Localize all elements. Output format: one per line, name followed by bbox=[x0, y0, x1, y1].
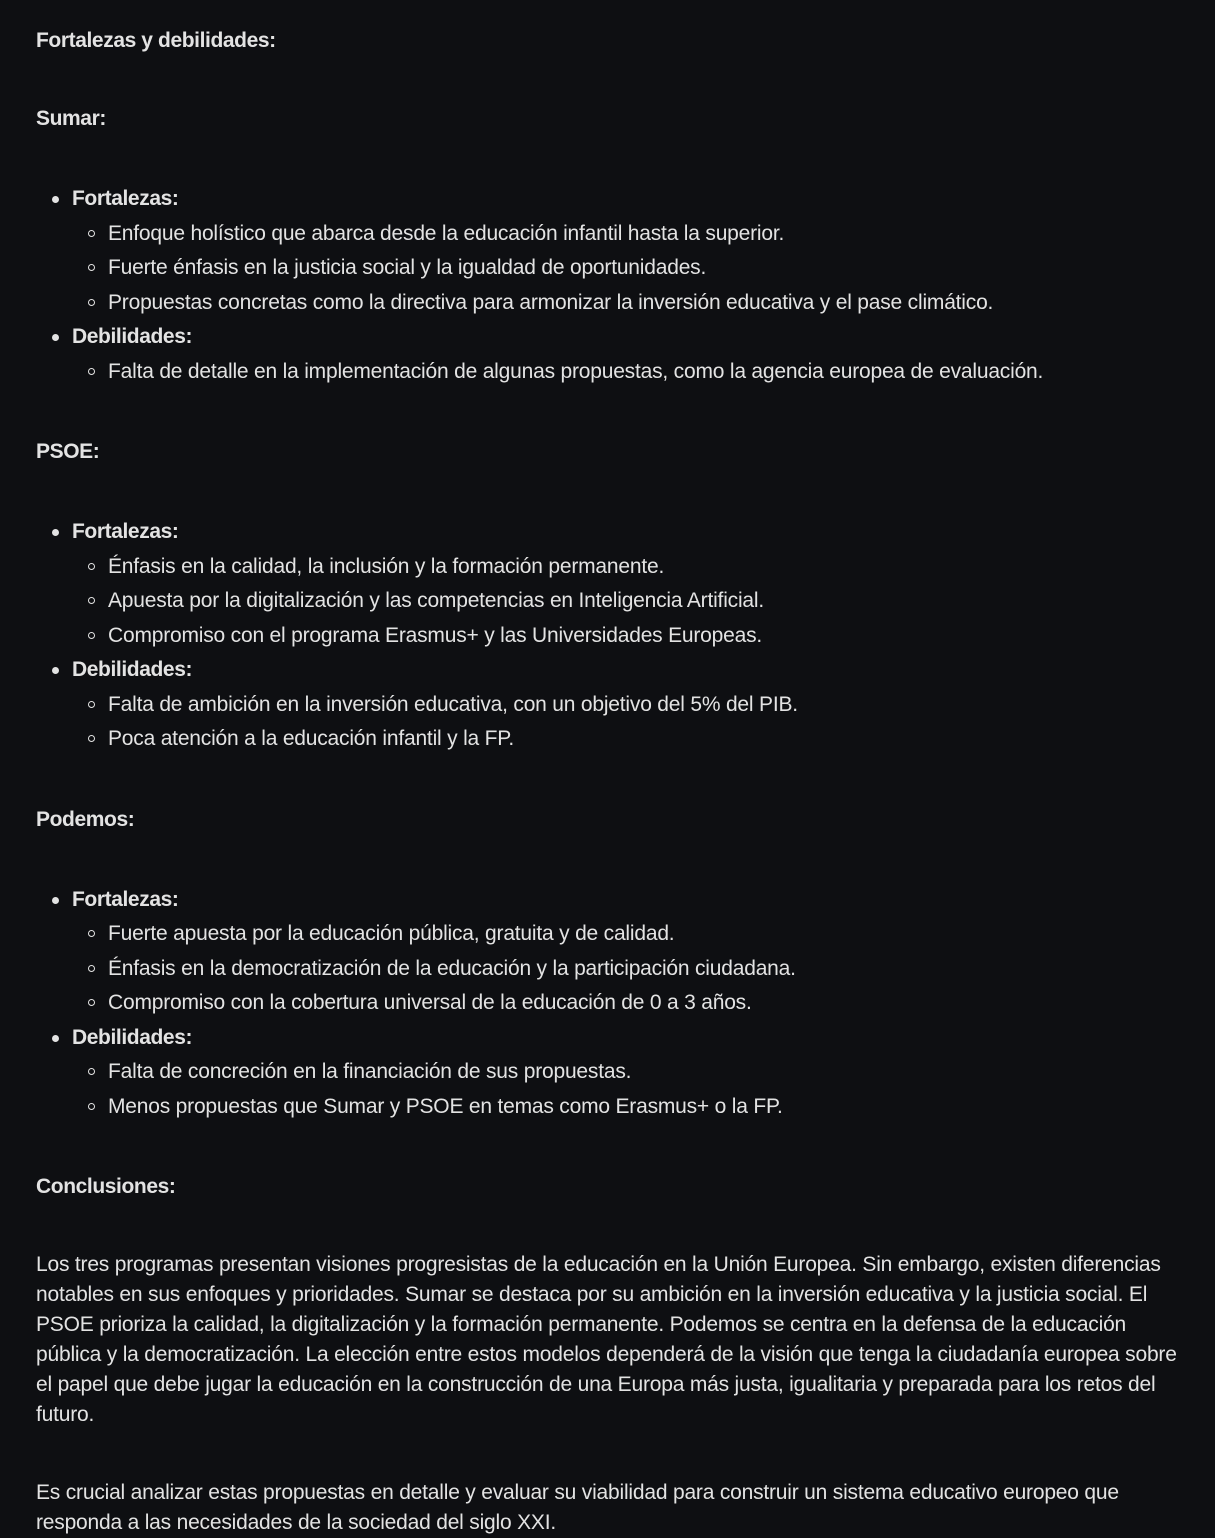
main-heading: Fortalezas y debilidades: bbox=[36, 29, 276, 52]
conclusion-paragraph: Los tres programas presentan visiones progresistas de la educación en la Unión Europea. Sin embargo, existen diferencias notables en sus enfoques y prioridades. Sumar se destaca por su ambición en la inversión educativa y la justicia social. El PSOE prioriza la calidad, la digitalización y la formación permanente. Podemos se centra en la defensa de la educación pública y la democratización. La elección entre estos modelos dependerá de la visión que tenga la ciudadanía europea sobre el papel que debe jugar la educación en la construcción de una Europa más justa, igualitaria y preparada para los retos del futuro. bbox=[36, 1253, 1177, 1426]
weaknesses-item bbox=[36, 653, 1179, 757]
strengths-item bbox=[36, 883, 1179, 1021]
weaknesses-item bbox=[36, 1021, 1179, 1125]
party-section-sumar bbox=[36, 104, 1179, 389]
weaknesses-label: Debilidades: bbox=[72, 1025, 193, 1049]
list-item: Poca atención a la educación infantil y la FP. bbox=[72, 722, 1179, 757]
list-item: Fuerte énfasis en la justicia social y la igualdad de oportunidades. bbox=[72, 251, 1179, 286]
weaknesses-list bbox=[72, 1055, 1179, 1124]
party-heading: Podemos: bbox=[36, 807, 135, 831]
conclusion-paragraph: Es crucial analizar estas propuestas en detalle y evaluar su viabilidad para construir un sistema educativo europeo que responda a las necesidades de la sociedad del siglo XXI. bbox=[36, 1481, 1119, 1534]
list-item: Propuestas concretas como la directiva para armonizar la inversión educativa y el pase climático. bbox=[72, 286, 1179, 321]
party-list bbox=[36, 883, 1179, 1125]
list-item: Compromiso con el programa Erasmus+ y las Universidades Europeas. bbox=[72, 619, 1179, 654]
list-item: Enfoque holístico que abarca desde la educación infantil hasta la superior. bbox=[72, 217, 1179, 252]
party-list bbox=[36, 515, 1179, 757]
list-item: Falta de detalle en la implementación de algunas propuestas, como la agencia europea de evaluación. bbox=[72, 355, 1179, 390]
strengths-label: Fortalezas: bbox=[72, 520, 179, 543]
list-item: Énfasis en la democratización de la educación y la participación ciudadana. bbox=[72, 952, 1179, 987]
strengths-item bbox=[36, 515, 1179, 653]
strengths-list bbox=[72, 550, 1179, 654]
list-item: Falta de concreción en la financiación de sus propuestas. bbox=[72, 1055, 1179, 1090]
conclusions-section bbox=[36, 1172, 1179, 1538]
list-item: Fuerte apuesta por la educación pública, gratuita y de calidad. bbox=[72, 917, 1179, 952]
strengths-list bbox=[72, 217, 1179, 321]
weaknesses-item bbox=[36, 320, 1179, 389]
strengths-list bbox=[72, 917, 1179, 1021]
list-item: Compromiso con la cobertura universal de la educación de 0 a 3 años. bbox=[72, 986, 1179, 1021]
weaknesses-label: Debilidades: bbox=[72, 325, 193, 348]
strengths-label: Fortalezas: bbox=[72, 187, 179, 210]
strengths-label: Fortalezas: bbox=[72, 887, 179, 911]
weaknesses-list bbox=[72, 355, 1179, 390]
list-item: Énfasis en la calidad, la inclusión y la formación permanente. bbox=[72, 550, 1179, 585]
list-item: Menos propuestas que Sumar y PSOE en temas como Erasmus+ o la FP. bbox=[72, 1090, 1179, 1125]
party-list bbox=[36, 182, 1179, 389]
party-heading: Sumar: bbox=[36, 107, 106, 130]
list-item: Falta de ambición en la inversión educativa, con un objetivo del 5% del PIB. bbox=[72, 688, 1179, 723]
conclusions-heading: Conclusiones: bbox=[36, 1175, 176, 1198]
weaknesses-list bbox=[72, 688, 1179, 757]
weaknesses-label: Debilidades: bbox=[72, 658, 193, 681]
list-item: Apuesta por la digitalización y las competencias en Inteligencia Artificial. bbox=[72, 584, 1179, 619]
party-heading: PSOE: bbox=[36, 440, 100, 463]
party-section-psoe bbox=[36, 437, 1179, 757]
strengths-item bbox=[36, 182, 1179, 320]
party-section-podemos bbox=[36, 805, 1179, 1125]
